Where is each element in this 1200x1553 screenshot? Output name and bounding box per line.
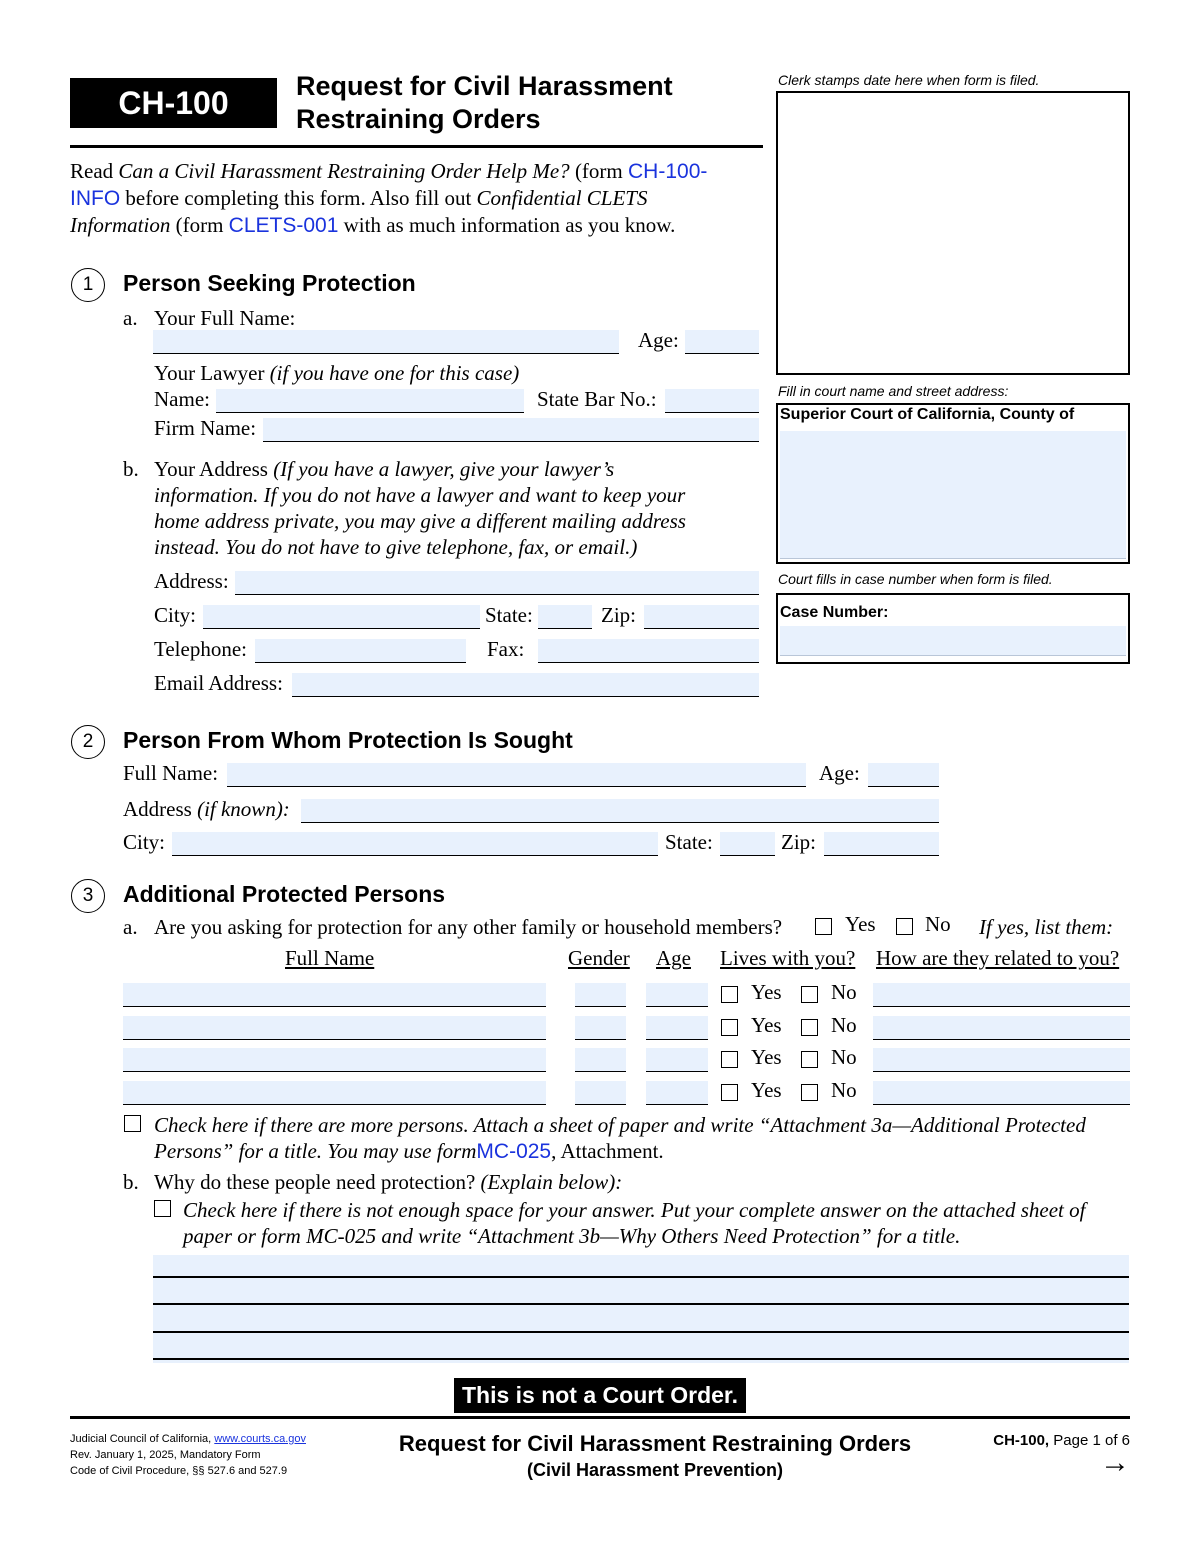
lives-yes-label: Yes [751, 980, 782, 1004]
person-relation-field[interactable] [873, 983, 1130, 1007]
item-1a-letter: a. [123, 306, 138, 330]
case-number-field[interactable] [780, 626, 1126, 656]
item-1b-letter: b. [123, 457, 139, 481]
email-label: Email Address: [154, 671, 283, 695]
firm-name-field[interactable] [263, 418, 759, 442]
respondent-age-field[interactable] [868, 763, 939, 787]
respondent-city-field[interactable] [172, 832, 658, 856]
person-name-field[interactable] [123, 983, 546, 1007]
person-gender-field[interactable] [575, 1081, 626, 1105]
court-address-field[interactable] [780, 431, 1126, 559]
zip-field[interactable] [644, 605, 759, 629]
state-label: State: [485, 603, 533, 627]
lives-yes-checkbox[interactable] [721, 1019, 738, 1036]
case-number-box [776, 593, 1130, 664]
lawyer-name-field[interactable] [216, 389, 524, 413]
email-field[interactable] [292, 673, 759, 697]
respondent-city-label: City: [123, 830, 166, 854]
respondent-age-label: Age: [819, 761, 860, 785]
person-age-field[interactable] [646, 1016, 708, 1040]
other-members-yes-checkbox[interactable] [815, 918, 832, 935]
firm-name-label: Firm Name: [154, 416, 257, 440]
form-id-badge: CH-100 [70, 78, 277, 128]
section-1-number: 1 [71, 268, 105, 302]
respondent-name-field[interactable] [227, 763, 806, 787]
address-label: Address: [154, 569, 229, 593]
other-members-yes-label: Yes [845, 912, 876, 936]
lives-yes-label: Yes [751, 1045, 782, 1069]
form-title-line2: Restraining Orders [296, 104, 541, 134]
if-yes-label: If yes, list them: [979, 915, 1114, 939]
footer-citation: Judicial Council of California, www.courts.ca.gov Rev. January 1, 2025, Mandatory Form Code of Civil Procedure, §§ 527.6 and 527.9 [70, 1433, 306, 1477]
next-page-arrow-icon[interactable]: → [1100, 1446, 1130, 1479]
lawyer-heading: Your Lawyer (if you have one for this case) [154, 361, 520, 385]
explanation-textarea[interactable] [153, 1255, 1129, 1363]
other-members-question: Are you asking for protection for any other family or household members? [154, 915, 783, 939]
lives-yes-checkbox[interactable] [721, 1084, 738, 1101]
state-field[interactable] [538, 605, 592, 629]
case-number-label: Case Number: [780, 604, 889, 621]
telephone-label: Telephone: [154, 637, 247, 661]
city-field[interactable] [203, 605, 480, 629]
telephone-field[interactable] [255, 639, 466, 663]
lives-no-label: No [831, 980, 857, 1004]
fax-field[interactable] [538, 639, 759, 663]
intro-paragraph: Read Can a Civil Harassment Restraining Order Help Me? (form CH-100- INFO before completing this form. Also fill out Confidential CLETS Information (form CLETS-001 with as much information as you know. [70, 159, 708, 237]
respondent-state-label: State: [665, 830, 713, 854]
full-name-field[interactable] [153, 330, 619, 354]
court-name-box [776, 403, 1130, 564]
address-instructions: Your Address (If you have a lawyer, give your lawyer’s information. If you do not have a lawyer and want to keep your home address private, you may give a different mailing address instead. You do not have to give telephone, fax, or email.) [154, 457, 686, 559]
person-age-field[interactable] [646, 1048, 708, 1072]
person-name-field[interactable] [123, 1081, 546, 1105]
section-1-title: Person Seeking Protection [123, 270, 416, 296]
person-name-field[interactable] [123, 1016, 546, 1040]
lives-yes-label: Yes [751, 1013, 782, 1037]
header-rule [70, 145, 763, 148]
age-label: Age: [638, 328, 679, 352]
section-3-number: 3 [71, 879, 105, 913]
lives-yes-checkbox[interactable] [721, 986, 738, 1003]
clerk-stamp-box [776, 91, 1130, 375]
explanation-line [153, 1358, 1129, 1360]
item-3a-letter: a. [123, 915, 138, 939]
person-relation-field[interactable] [873, 1081, 1130, 1105]
col-related: How are they related to you? [876, 946, 1120, 970]
not-enough-space-checkbox[interactable] [154, 1200, 171, 1217]
fax-label: Fax: [487, 637, 525, 661]
not-enough-space-text: Check here if there is not enough space for your answer. Put your complete answer on the attached sheet of paper or form MC-025 and write “Attachment 3b—Why Others Need Protection” for a title. [183, 1198, 1086, 1248]
footer-title: Request for Civil Harassment Restraining Orders [398, 1431, 912, 1456]
explanation-line [153, 1303, 1129, 1305]
state-bar-field[interactable] [665, 389, 759, 413]
zip-label: Zip: [601, 603, 636, 627]
footer-rule [70, 1416, 1130, 1419]
section-3-title: Additional Protected Persons [123, 881, 446, 907]
courts-website-link[interactable]: www.courts.ca.gov [214, 1433, 306, 1445]
person-age-field[interactable] [646, 983, 708, 1007]
other-members-no-checkbox[interactable] [896, 918, 913, 935]
section-2-number: 2 [71, 725, 105, 759]
col-full-name: Full Name [285, 946, 375, 970]
item-3b-letter: b. [123, 1170, 139, 1194]
person-name-field[interactable] [123, 1048, 546, 1072]
ch-100-info-link-cont[interactable]: INFO [70, 187, 121, 210]
clerk-stamp-label: Clerk stamps date here when form is filed. [778, 72, 1040, 88]
full-name-label: Your Full Name: [154, 306, 296, 330]
court-name-text: Superior Court of California, County of [780, 406, 1075, 423]
city-label: City: [154, 603, 197, 627]
case-number-note: Court fills in case number when form is filed. [778, 571, 1053, 587]
lives-no-label: No [831, 1013, 857, 1037]
footer-page-number: CH-100, Page 1 of 6 [993, 1432, 1130, 1449]
lives-no-checkbox[interactable] [801, 986, 818, 1003]
respondent-zip-field[interactable] [824, 832, 939, 856]
respondent-address-label: Address (if known): [123, 797, 290, 821]
person-gender-field[interactable] [575, 1016, 626, 1040]
person-age-field[interactable] [646, 1081, 708, 1105]
col-lives-with: Lives with you? [720, 946, 856, 970]
more-persons-checkbox[interactable] [124, 1115, 141, 1132]
form-title-line1: Request for Civil Harassment [296, 71, 673, 101]
why-protection-label: Why do these people need protection? (Explain below): [154, 1170, 623, 1194]
lives-no-checkbox[interactable] [801, 1051, 818, 1068]
person-relation-field[interactable] [873, 1048, 1130, 1072]
age-field[interactable] [685, 330, 759, 354]
respondent-name-label: Full Name: [123, 761, 219, 785]
lives-yes-checkbox[interactable] [721, 1051, 738, 1068]
lives-no-checkbox[interactable] [801, 1019, 818, 1036]
lives-no-label: No [831, 1078, 857, 1102]
form-title [296, 70, 673, 136]
respondent-state-field[interactable] [720, 832, 775, 856]
footer-subtitle: (Civil Harassment Prevention) [526, 1460, 784, 1480]
address-field[interactable] [235, 571, 759, 595]
lives-no-checkbox[interactable] [801, 1084, 818, 1101]
not-court-order-notice: This is not a Court Order. [454, 1378, 746, 1413]
clets-001-link[interactable]: CLETS-001 [228, 214, 339, 237]
person-relation-field[interactable] [873, 1016, 1130, 1040]
lives-yes-label: Yes [751, 1078, 782, 1102]
other-members-no-label: No [925, 912, 951, 936]
lawyer-name-label: Name: [154, 387, 210, 411]
lives-no-label: No [831, 1045, 857, 1069]
col-age: Age [656, 946, 691, 970]
mc-025-link[interactable]: MC-025 [476, 1140, 552, 1163]
court-name-label: Fill in court name and street address: [778, 383, 1009, 399]
person-gender-field[interactable] [575, 1048, 626, 1072]
explanation-line [153, 1276, 1129, 1278]
respondent-zip-label: Zip: [781, 830, 816, 854]
explanation-line [153, 1331, 1129, 1333]
more-persons-text: Check here if there are more persons. Attach a sheet of paper and write “Attachment 3a—Additional Protected Persons” for a title. You may use formMC-025, Attachment. [154, 1113, 1086, 1163]
col-gender: Gender [568, 946, 630, 970]
person-gender-field[interactable] [575, 983, 626, 1007]
respondent-address-field[interactable] [301, 799, 939, 823]
section-2-title: Person From Whom Protection Is Sought [123, 727, 573, 753]
state-bar-label: State Bar No.: [537, 387, 657, 411]
ch-100-info-link[interactable]: CH-100- [628, 160, 708, 183]
